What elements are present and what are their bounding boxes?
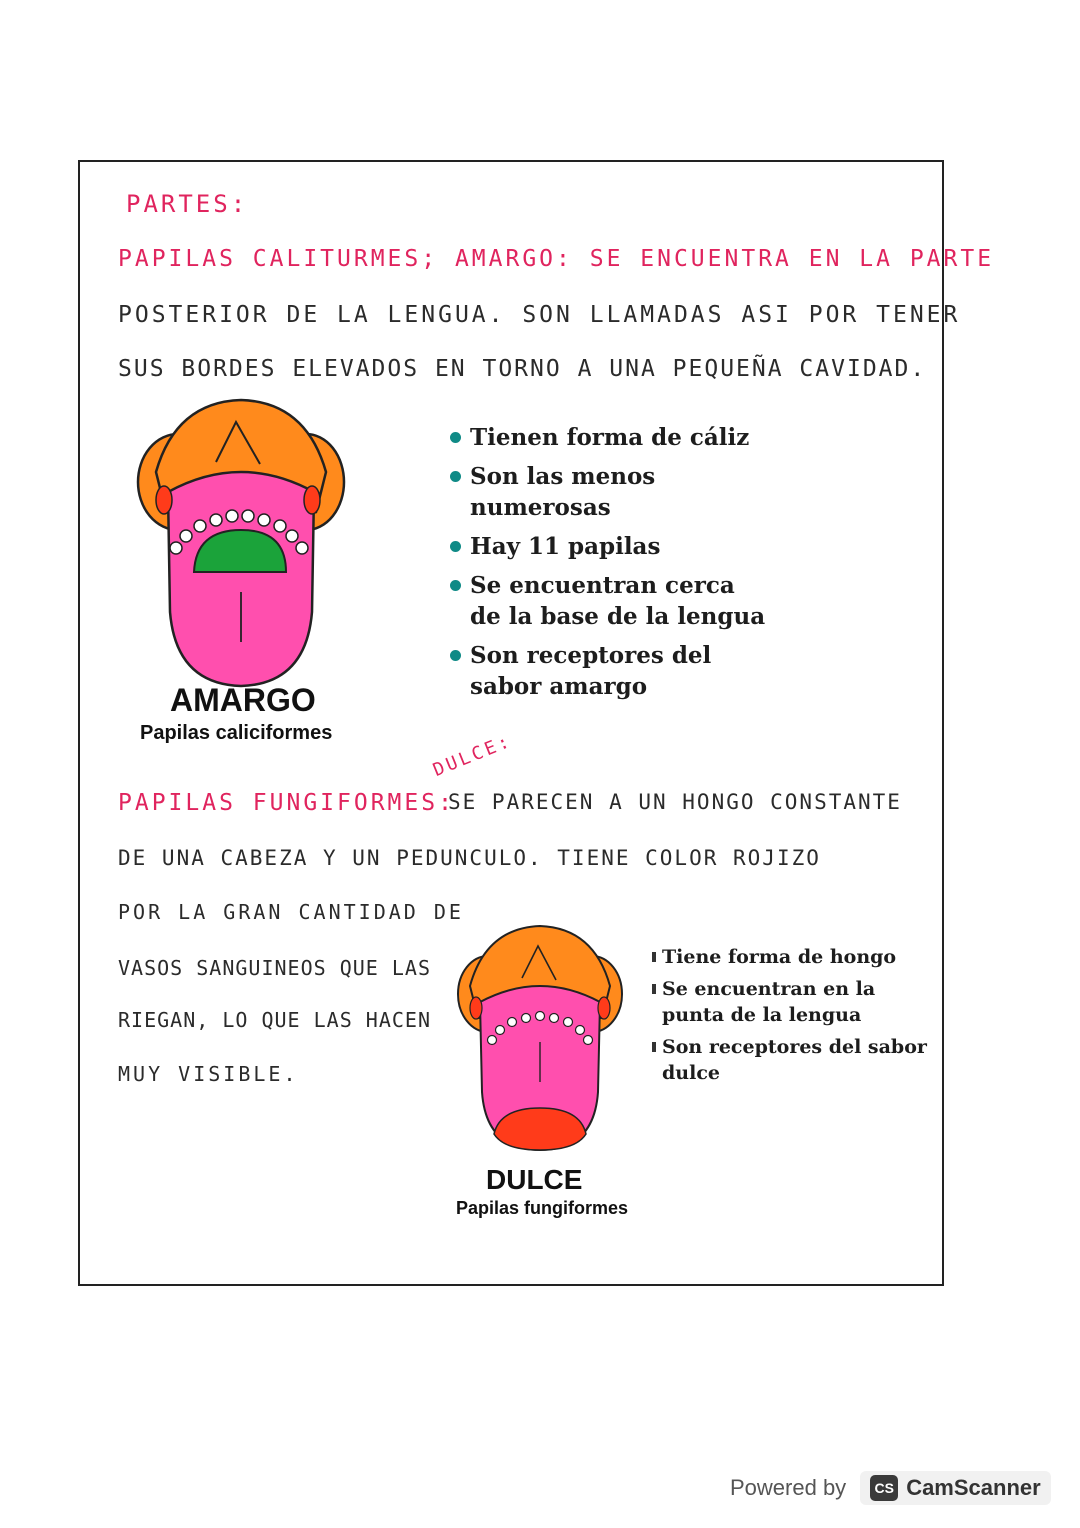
tongue-amargo-illustration <box>136 392 346 688</box>
dulce-bullet-list <box>662 944 932 1092</box>
amargo-caption-title: AMARGO <box>170 682 316 718</box>
powered-by-label: Powered by <box>730 1475 847 1500</box>
section2-line-1: SE PARECEN A UN HONGO CONSTANTE <box>448 790 902 814</box>
section2-line-3: POR LA GRAN CANTIDAD DE <box>118 900 464 924</box>
section2-heading: PAPILAS FUNGIFORMES: <box>118 790 455 816</box>
tongue-side-right <box>598 997 610 1019</box>
bullet-item: Tienen forma de cáliz <box>470 422 790 453</box>
section2-line-6: MUY VISIBLE. <box>118 1062 299 1086</box>
tongue-body <box>168 472 314 686</box>
bullet-item: Son receptores del sabor dulce <box>662 1034 932 1086</box>
tongue-side-right <box>304 486 320 514</box>
bullet-item: Son las menos numerosas <box>470 461 670 523</box>
section1-line-2: POSTERIOR DE LA LENGUA. SON LLAMADAS ASI POR TENER <box>118 302 961 328</box>
dulce-caption-title: DULCE <box>486 1164 583 1195</box>
bullet-item: Se encuentran en la punta de la lengua <box>662 976 882 1028</box>
camscanner-watermark <box>730 1468 1051 1508</box>
camscanner-logo-icon: CS <box>870 1475 898 1501</box>
camscanner-badge <box>860 1471 1051 1505</box>
section1-line-1: PAPILAS CALITURMES; AMARGO: SE ENCUENTRA EN LA PARTE <box>118 246 995 272</box>
dulce-label: DULCE: <box>430 730 515 781</box>
amargo-caption-subtitle: Papilas caliciformes <box>140 722 333 744</box>
section1-line-3: SUS BORDES ELEVADOS EN TORNO A UNA PEQUEÑA CAVIDAD. <box>118 356 927 382</box>
section2-line-4: VASOS SANGUINEOS QUE LAS <box>118 956 431 980</box>
tongue-dulce-illustration <box>456 922 624 1152</box>
section2-line-2: DE UNA CABEZA Y UN PEDUNCULO. TIENE COLOR ROJIZO <box>118 846 821 870</box>
bullet-item: Son receptores del sabor amargo <box>470 640 790 702</box>
section1-heading: PARTES: <box>126 190 249 218</box>
bullet-item: Tiene forma de hongo <box>662 944 932 970</box>
bullet-item: Hay 11 papilas <box>470 531 790 562</box>
dulce-caption-subtitle: Papilas fungiformes <box>456 1198 629 1218</box>
bullet-item: Se encuentran cerca de la base de la lengua <box>470 570 770 632</box>
sweet-zone <box>494 1108 586 1150</box>
tongue-side-left <box>156 486 172 514</box>
tongue-side-left <box>470 997 482 1019</box>
camscanner-brand: CamScanner <box>906 1475 1041 1500</box>
section2-line-5: RIEGAN, LO QUE LAS HACEN <box>118 1008 431 1032</box>
amargo-bullet-list <box>470 422 790 710</box>
